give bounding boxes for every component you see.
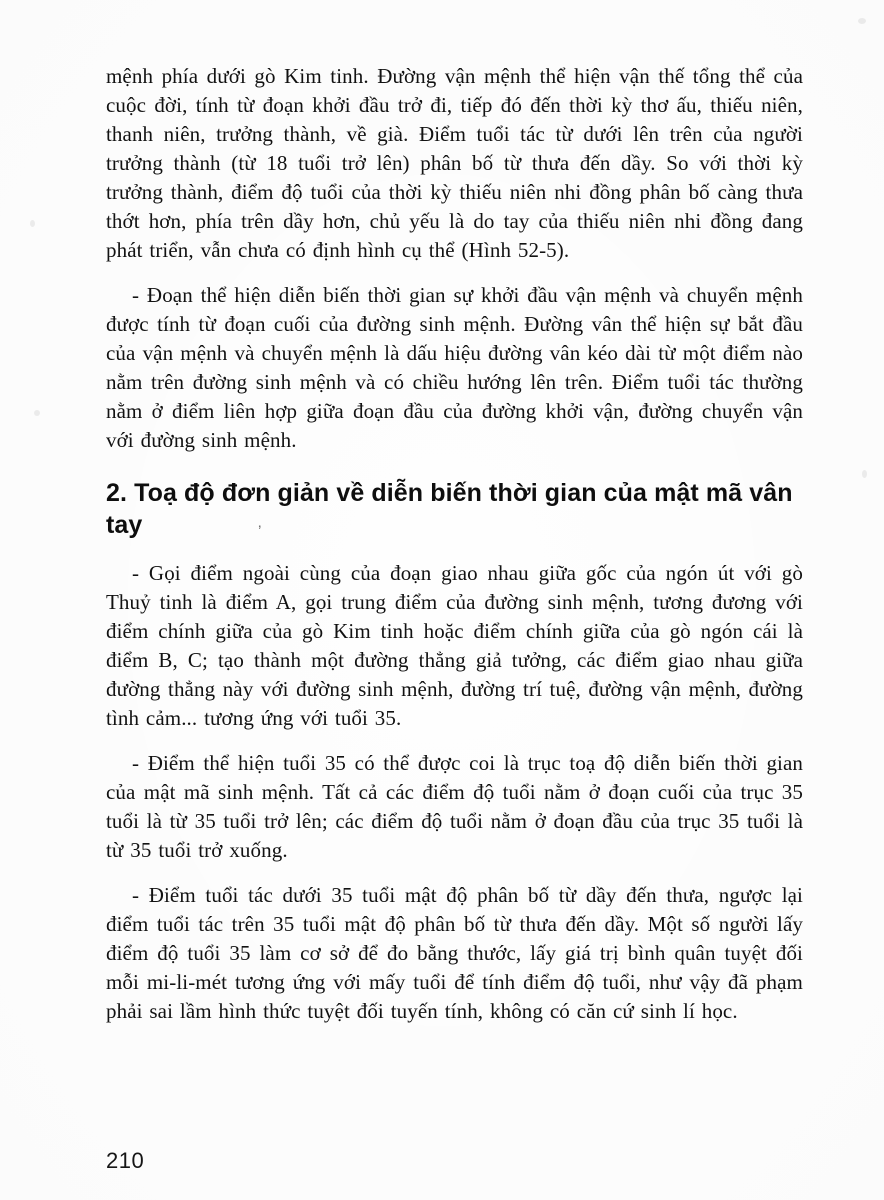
paragraph-continuation: mệnh phía dưới gò Kim tinh. Đường vận mệnh thể hiện vận thế tổng thể của cuộc đời, tính từ đoạn khởi đầu trở đi, tiếp đó đến thời kỳ thơ ấu, thiếu niên, thanh niên, trưởng thành, về già. Điểm tuổi tác từ dưới lên trên của người trưởng thành (từ 18 tuổi trở lên) phân bố từ thưa đến dầy. So với thời kỳ trưởng thành, điểm độ tuổi của thời kỳ thiếu niên nhi đồng phân bố càng thưa thớt hơn, phía trên dầy hơn, chủ yếu là do tay của thiếu niên nhi đồng đang phát triển, vẫn chưa có định hình cụ thể (Hình 52-5).	[106, 64, 803, 262]
scan-speck	[30, 220, 35, 227]
scan-speck	[862, 470, 867, 478]
scan-speck	[858, 18, 866, 24]
paragraph-dash-1: - Đoạn thể hiện diễn biến thời gian sự khởi đầu vận mệnh và chuyển mệnh được tính từ đoạn cuối của đường sinh mệnh. Đường vân thể hiện sự bắt đầu của vận mệnh và chuyển mệnh là dấu hiệu đường vân kéo dài từ một điểm nào nằm trên đường sinh mệnh và có chiều hướng lên trên. Điểm tuổi tác thường nằm ở điểm liên hợp giữa đoạn đầu của đường khởi vận, đường chuyển vận với đường sinh mệnh.	[106, 283, 803, 452]
page-body	[106, 62, 803, 1042]
scan-artifact-mark: ʼ	[258, 524, 262, 541]
paragraph-dash-3: - Điểm thể hiện tuổi 35 có thể được coi là trục toạ độ diễn biến thời gian của mật mã sinh mệnh. Tất cả các điểm độ tuổi nằm ở đoạn cuối của trục 35 tuổi là từ 35 tuổi trở lên; các điểm độ tuổi nằm ở đoạn đầu của trục 35 tuổi là từ 35 tuổi trở xuống.	[106, 751, 803, 862]
scan-speck	[34, 410, 40, 416]
section-heading-text: 2. Toạ độ đơn giản về diễn biến thời gian của mật mã vân tay	[106, 479, 793, 539]
paragraph-dash-4: - Điểm tuổi tác dưới 35 tuổi mật độ phân bố từ dầy đến thưa, ngược lại điểm tuổi tác trên 35 tuổi mật độ phân bố từ thưa đến dầy. Một số người lấy điểm độ tuổi 35 làm cơ sở để đo bằng thước, lấy giá trị bình quân tuyệt đối mỗi mi-li-mét tương ứng với mấy tuổi để tính điểm độ tuổi, như vậy đã phạm phải sai lầm hình thức tuyệt đối tuyến tính, không có căn cứ sinh lí học.	[106, 883, 803, 1023]
section-heading	[106, 477, 803, 541]
page-number: 210	[106, 1148, 145, 1173]
paragraph-dash-2: - Gọi điểm ngoài cùng của đoạn giao nhau giữa gốc của ngón út với gò Thuỷ tinh là điểm A, gọi trung điểm của đường sinh mệnh, tương đương với điểm chính giữa của gò Kim tinh hoặc điểm chính giữa của gò ngón cái là điểm B, C; tạo thành một đường thẳng giả tưởng, các điểm giao nhau giữa đường thẳng này với đường sinh mệnh, đường trí tuệ, đường vận mệnh, đường tình cảm... tương ứng với tuổi 35.	[106, 561, 803, 730]
